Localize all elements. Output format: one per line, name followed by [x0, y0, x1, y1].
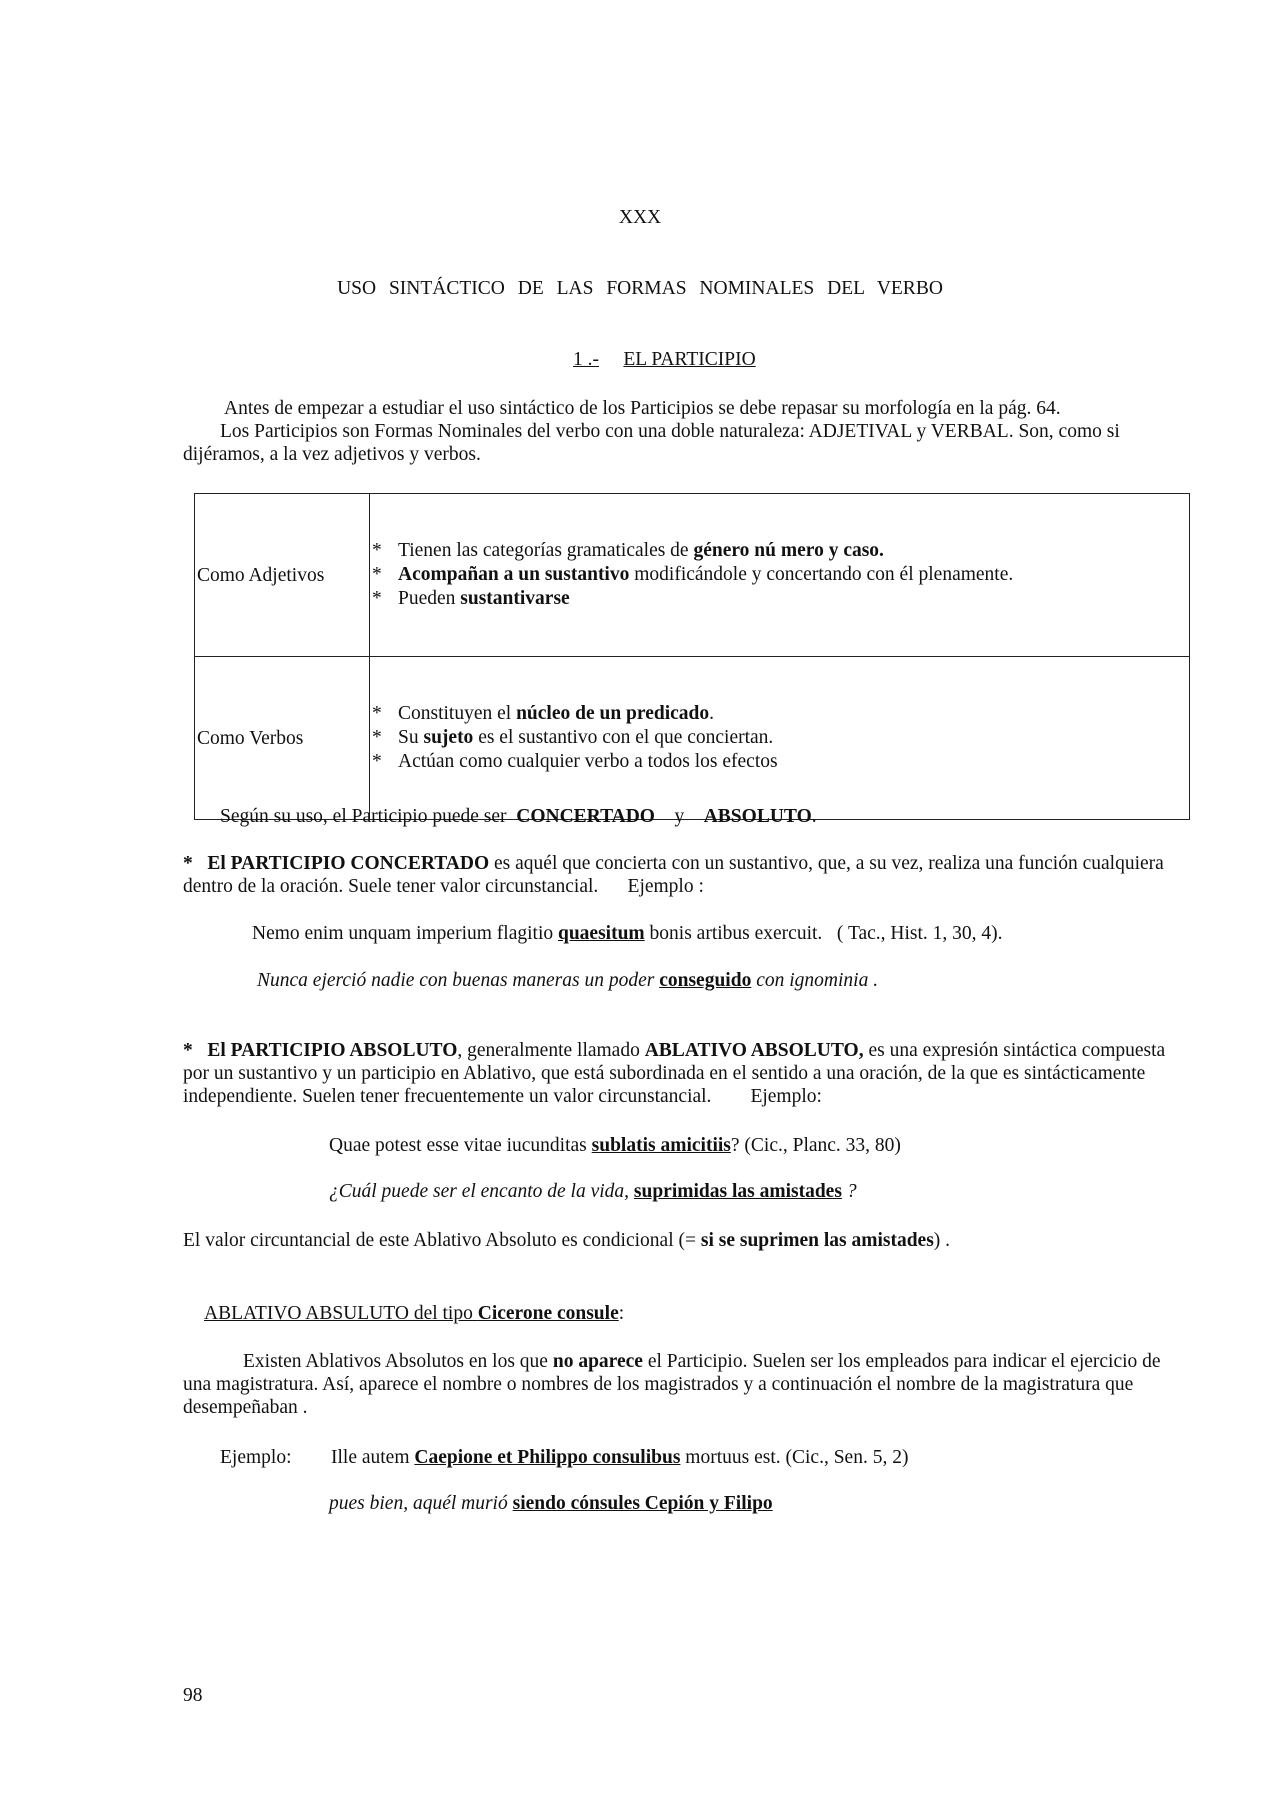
section-heading [573, 348, 756, 371]
intro-line-1: Antes de empezar a estudiar el uso sintáctico de los Participios se debe repasar su morfología en la pág. 64. [224, 398, 1061, 419]
table-row-adjetivos [195, 494, 1190, 657]
absoluto-paragraph: * El PARTICIPIO ABSOLUTO, generalmente llamado ABLATIVO ABSOLUTO, es una expresión sintáctica compuesta por un sustantivo y un participio en Ablativo, que está subordinada en el sentido a una oración, de la que es sintácticamente independiente. Suelen tener frecuentemente un valor circunstancial. Ejemplo: [183, 1040, 1166, 1107]
list-item: * Tienen las categorías gramaticales de género nú mero y caso. [372, 540, 884, 561]
uso-line: Según su uso, el Participio puede ser CONCERTADO y ABSOLUTO. [220, 806, 817, 827]
concertado-paragraph: * El PARTICIPIO CONCERTADO es aquél que concierta con un sustantivo, que, a su vez, realiza una función cualquiera dentro de la oración. Suele tener valor circunstancial. Ejemplo : [183, 853, 1164, 897]
row-label: Como Adjetivos [195, 494, 370, 657]
list-item: * Su sujeto es el sustantivo con el que conciertan. [372, 727, 774, 748]
cicerone-latin-example: Ille autem Caepione et Philippo consulibus mortuus est. (Cic., Sen. 5, 2) [331, 1447, 909, 1468]
row-items [370, 494, 1190, 657]
absoluto-valor: El valor circuntancial de este Ablativo Absoluto es condicional (= si se suprimen las amistades) . [183, 1230, 951, 1251]
list-item: * Actúan como cualquier verbo a todos los efectos [372, 751, 778, 772]
row-items [370, 657, 1190, 820]
list-item: * Acompañan a un sustantivo modificándole y concertando con él plenamente. [372, 564, 1014, 585]
section-title: EL PARTICIPIO [623, 349, 756, 370]
page-number: 98 [183, 1685, 203, 1706]
concertado-latin-example: Nemo enim unquam imperium flagitio quaesitum bonis artibus exercuit. ( Tac., Hist. 1, 30, 4). [252, 923, 1003, 944]
cicerone-translation: pues bien, aquél murió siendo cónsules Cepión y Filipo [329, 1493, 773, 1514]
page-title: USO SINTÁCTICO DE LAS FORMAS NOMINALES DEL VERBO [337, 278, 943, 299]
cicerone-example-label: Ejemplo: [220, 1447, 292, 1468]
absoluto-translation: ¿Cuál puede ser el encanto de la vida, suprimidas las amistades ? [329, 1181, 857, 1202]
list-item: * Pueden sustantivarse [372, 588, 570, 609]
absoluto-latin-example: Quae potest esse vitae iucunditas sublatis amicitiis? (Cic., Planc. 33, 80) [329, 1135, 901, 1156]
intro-line-2: Los Participios son Formas Nominales del verbo con una doble naturaleza: ADJETIVAL y VERBAL. Son, como si dijéramos, a la vez adjetivos y verbos. [183, 421, 1120, 465]
table-row-verbos [195, 657, 1190, 820]
cicerone-paragraph: Existen Ablativos Absolutos en los que no aparece el Participio. Suelen ser los empleados para indicar el ejercicio de una magistratura. Así, aparece el nombre o nombres de los magistrados y a continuación el nombre de la magistratura que desempeñaban . [183, 1351, 1161, 1418]
row-label: Como Verbos [195, 657, 370, 820]
participle-table [194, 493, 1190, 820]
list-item: * Constituyen el núcleo de un predicado. [372, 703, 715, 724]
cicerone-heading: ABLATIVO ABSULUTO del tipo Cicerone consule: [204, 1303, 625, 1324]
section-number: 1 .- [573, 349, 599, 370]
chapter-number: XXX [618, 207, 662, 228]
concertado-translation: Nunca ejerció nadie con buenas maneras un poder conseguido con ignominia . [257, 970, 879, 991]
